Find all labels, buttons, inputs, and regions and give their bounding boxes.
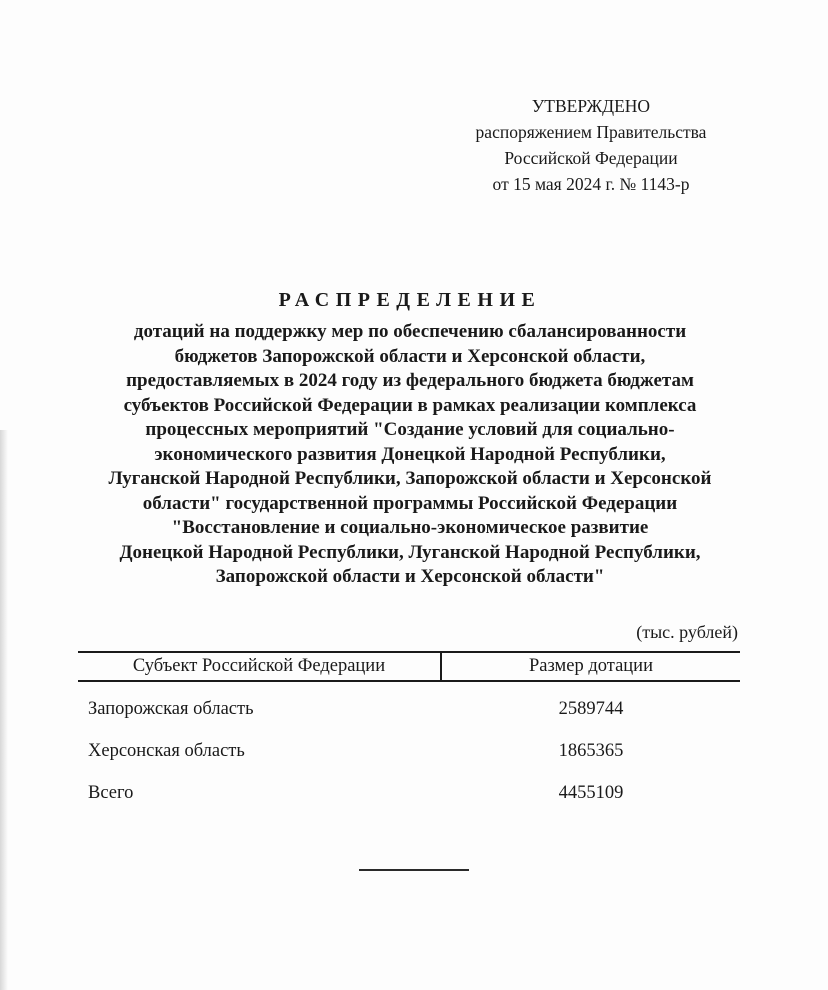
preamble-line: субъектов Российской Федерации в рамках реализации комплекса xyxy=(123,394,697,416)
preamble-line: области" государственной программы Российской Федерации xyxy=(142,492,678,514)
table-row-khersonskaya xyxy=(78,730,740,772)
end-separator-line xyxy=(359,869,469,871)
preamble-line: "Восстановление и социально-экономическое развитие xyxy=(171,517,649,538)
preamble-line: экономического развития Донецкой Народной Республики, xyxy=(154,443,666,465)
row-subject: Херсонская область xyxy=(88,740,245,761)
preamble-line: Луганской Народной Республики, Запорожской области и Херсонской xyxy=(108,468,712,489)
document-title: РАСПРЕДЕЛЕНИЕ xyxy=(278,289,542,311)
approval-block xyxy=(451,93,731,197)
preamble-line: процессных мероприятий "Создание условий для социально- xyxy=(145,419,675,440)
document-preamble xyxy=(60,320,760,590)
table-row-total xyxy=(78,772,740,814)
approval-line-order: распоряжением Правительства xyxy=(475,122,707,142)
preamble-line: предоставляемых в 2024 году из федерального бюджета бюджетам xyxy=(126,370,694,391)
approval-line-approved: УТВЕРЖДЕНО xyxy=(531,96,651,116)
column-header-amount: Размер дотации xyxy=(529,656,653,676)
approval-line-government: Российской Федерации xyxy=(504,148,678,168)
allocation-table xyxy=(78,651,740,814)
row-subject: Всего xyxy=(88,782,134,803)
row-amount: 4455109 xyxy=(558,782,624,803)
preamble-line: дотаций на поддержку мер по обеспечению сбалансированности xyxy=(133,321,687,342)
column-header-subject: Субъект Российской Федерации xyxy=(78,653,442,680)
preamble-line: бюджетов Запорожской области и Херсонской области, xyxy=(174,345,646,367)
units-note: (тыс. рублей) xyxy=(636,622,738,642)
table-row-zaporozhskaya xyxy=(78,688,740,730)
row-amount: 2589744 xyxy=(558,698,624,719)
row-subject: Запорожская область xyxy=(88,698,254,719)
approval-line-date-number: от 15 мая 2024 г. № 1143-р xyxy=(492,174,690,194)
preamble-line: Запорожской области и Херсонской области" xyxy=(215,566,605,587)
scan-edge-artifact xyxy=(0,430,8,990)
table-header-row xyxy=(78,651,740,682)
row-amount: 1865365 xyxy=(558,740,624,761)
preamble-line: Донецкой Народной Республики, Луганской Народной Республики, xyxy=(119,541,701,563)
